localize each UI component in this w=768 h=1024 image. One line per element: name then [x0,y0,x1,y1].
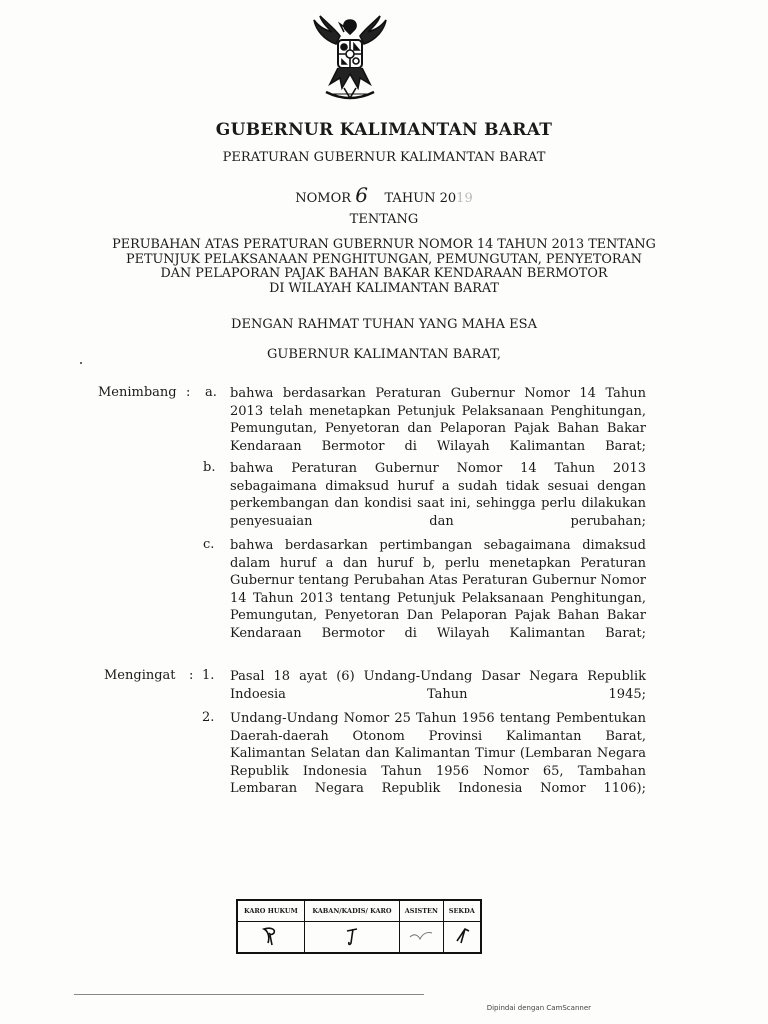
menimbang-item-index: a. [205,385,217,400]
menimbang-colon: : [186,385,191,400]
tahun-faded-digits: 19 [456,191,473,206]
menimbang-item-text: bahwa berdasarkan Peraturan Gubernur Nomor 14 Tahun 2013 telah menetapkan Petunjuk Pelaksanaan Penghitungan, Pemungutan, Penyetoran dan Pelaporan Pajak Bahan Bakar Kendaraan Bermotor di Wilayah Kalimantan Barat; [230,386,646,454]
mengingat-colon: : [189,668,194,683]
mengingat-label: Mengingat [104,668,176,683]
regulation-subject [60,238,708,296]
scan-edge-line [74,994,424,995]
nomor-handwritten-value: 6 [355,183,368,207]
nomor-label: NOMOR [295,191,352,206]
subject-line: DAN PELAPORAN PAJAK BAHAN BAKAR KENDARAAN BERMOTOR [160,266,608,282]
preamble-governor: GUBERNUR KALIMANTAN BARAT, [267,347,501,362]
subject-line: PETUNJUK PELAKSANAAN PENGHITUNGAN, PEMUNGUTAN, PENYETORAN [126,251,642,267]
subject-line: PERUBAHAN ATAS PERATURAN GUBERNUR NOMOR 14 TAHUN 2013 TENTANG [112,237,656,252]
menimbang-item-index: b. [203,460,216,475]
governor-heading: GUBERNUR KALIMANTAN BARAT [215,120,553,140]
regulation-title: PERATURAN GUBERNUR KALIMANTAN BARAT [222,150,546,165]
menimbang-item-text: bahwa berdasarkan pertimbangan sebagaimana dimaksud dalam huruf a dan huruf b, perlu menetapkan Peraturan Gubernur tentang Perubahan Atas Peraturan Gubernur Nomor 14 Tahun 2013 tentang Petunjuk Pelaksanaan Penghitungan, Pemungutan, Penyetoran Dan Pelaporan Pajak Bahan Bakar Kendaraan Bermotor di Wilayah Kalimantan Barat; [230,538,646,641]
scan-speck [80,362,82,364]
camscanner-watermark: Dipindai dengan CamScanner [486,1004,591,1012]
tentang-heading: TENTANG [349,212,419,227]
tahun-label: TAHUN 20 [384,191,457,206]
garuda-emblem-icon [306,14,394,106]
paraf-signature-cell [443,922,481,954]
mengingat-item-index: 2. [202,710,215,725]
paraf-header: KARO HUKUM [237,900,304,922]
paraf-table [236,899,482,954]
paraf-signature-icon [256,923,286,947]
paraf-header: KABAN/KADIS/ KARO [304,900,399,922]
paraf-header: SEKDA [443,900,481,922]
paraf-signature-icon [337,923,367,947]
menimbang-item-index: c. [203,537,215,552]
mengingat-item-index: 1. [202,668,215,683]
paraf-signature-cell [304,922,399,954]
regulation-number [0,183,768,207]
menimbang-label: Menimbang [98,385,177,400]
paraf-signature-icon [406,923,436,947]
paraf-signature-cell [237,922,304,954]
subject-line: DI WILAYAH KALIMANTAN BARAT [269,280,499,296]
menimbang-item-text: bahwa Peraturan Gubernur Nomor 14 Tahun 2013 sebagaimana dimaksud huruf a sudah tidak sesuai dengan perkembangan dan kondisi saat ini, sehingga perlu dilakukan penyesuaian dan perubahan; [230,461,646,529]
paraf-header: ASISTEN [400,900,443,922]
preamble-rahmat: DENGAN RAHMAT TUHAN YANG MAHA ESA [231,317,537,332]
paraf-signature-cell [400,922,443,954]
mengingat-item-text: Pasal 18 ayat (6) Undang-Undang Dasar Negara Republik Indoesia Tahun 1945; [230,669,646,702]
mengingat-item-text: Undang-Undang Nomor 25 Tahun 1956 tentang Pembentukan Daerah-daerah Otonom Provinsi Kalimantan Barat, Kalimantan Selatan dan Kalimantan Timur (Lembaran Negara Republik Indonesia Tahun 1956 Nomor 65, Tambahan Lembaran Negara Republik Indonesia Nomor 1106); [230,711,646,797]
paraf-signature-icon [447,923,477,947]
